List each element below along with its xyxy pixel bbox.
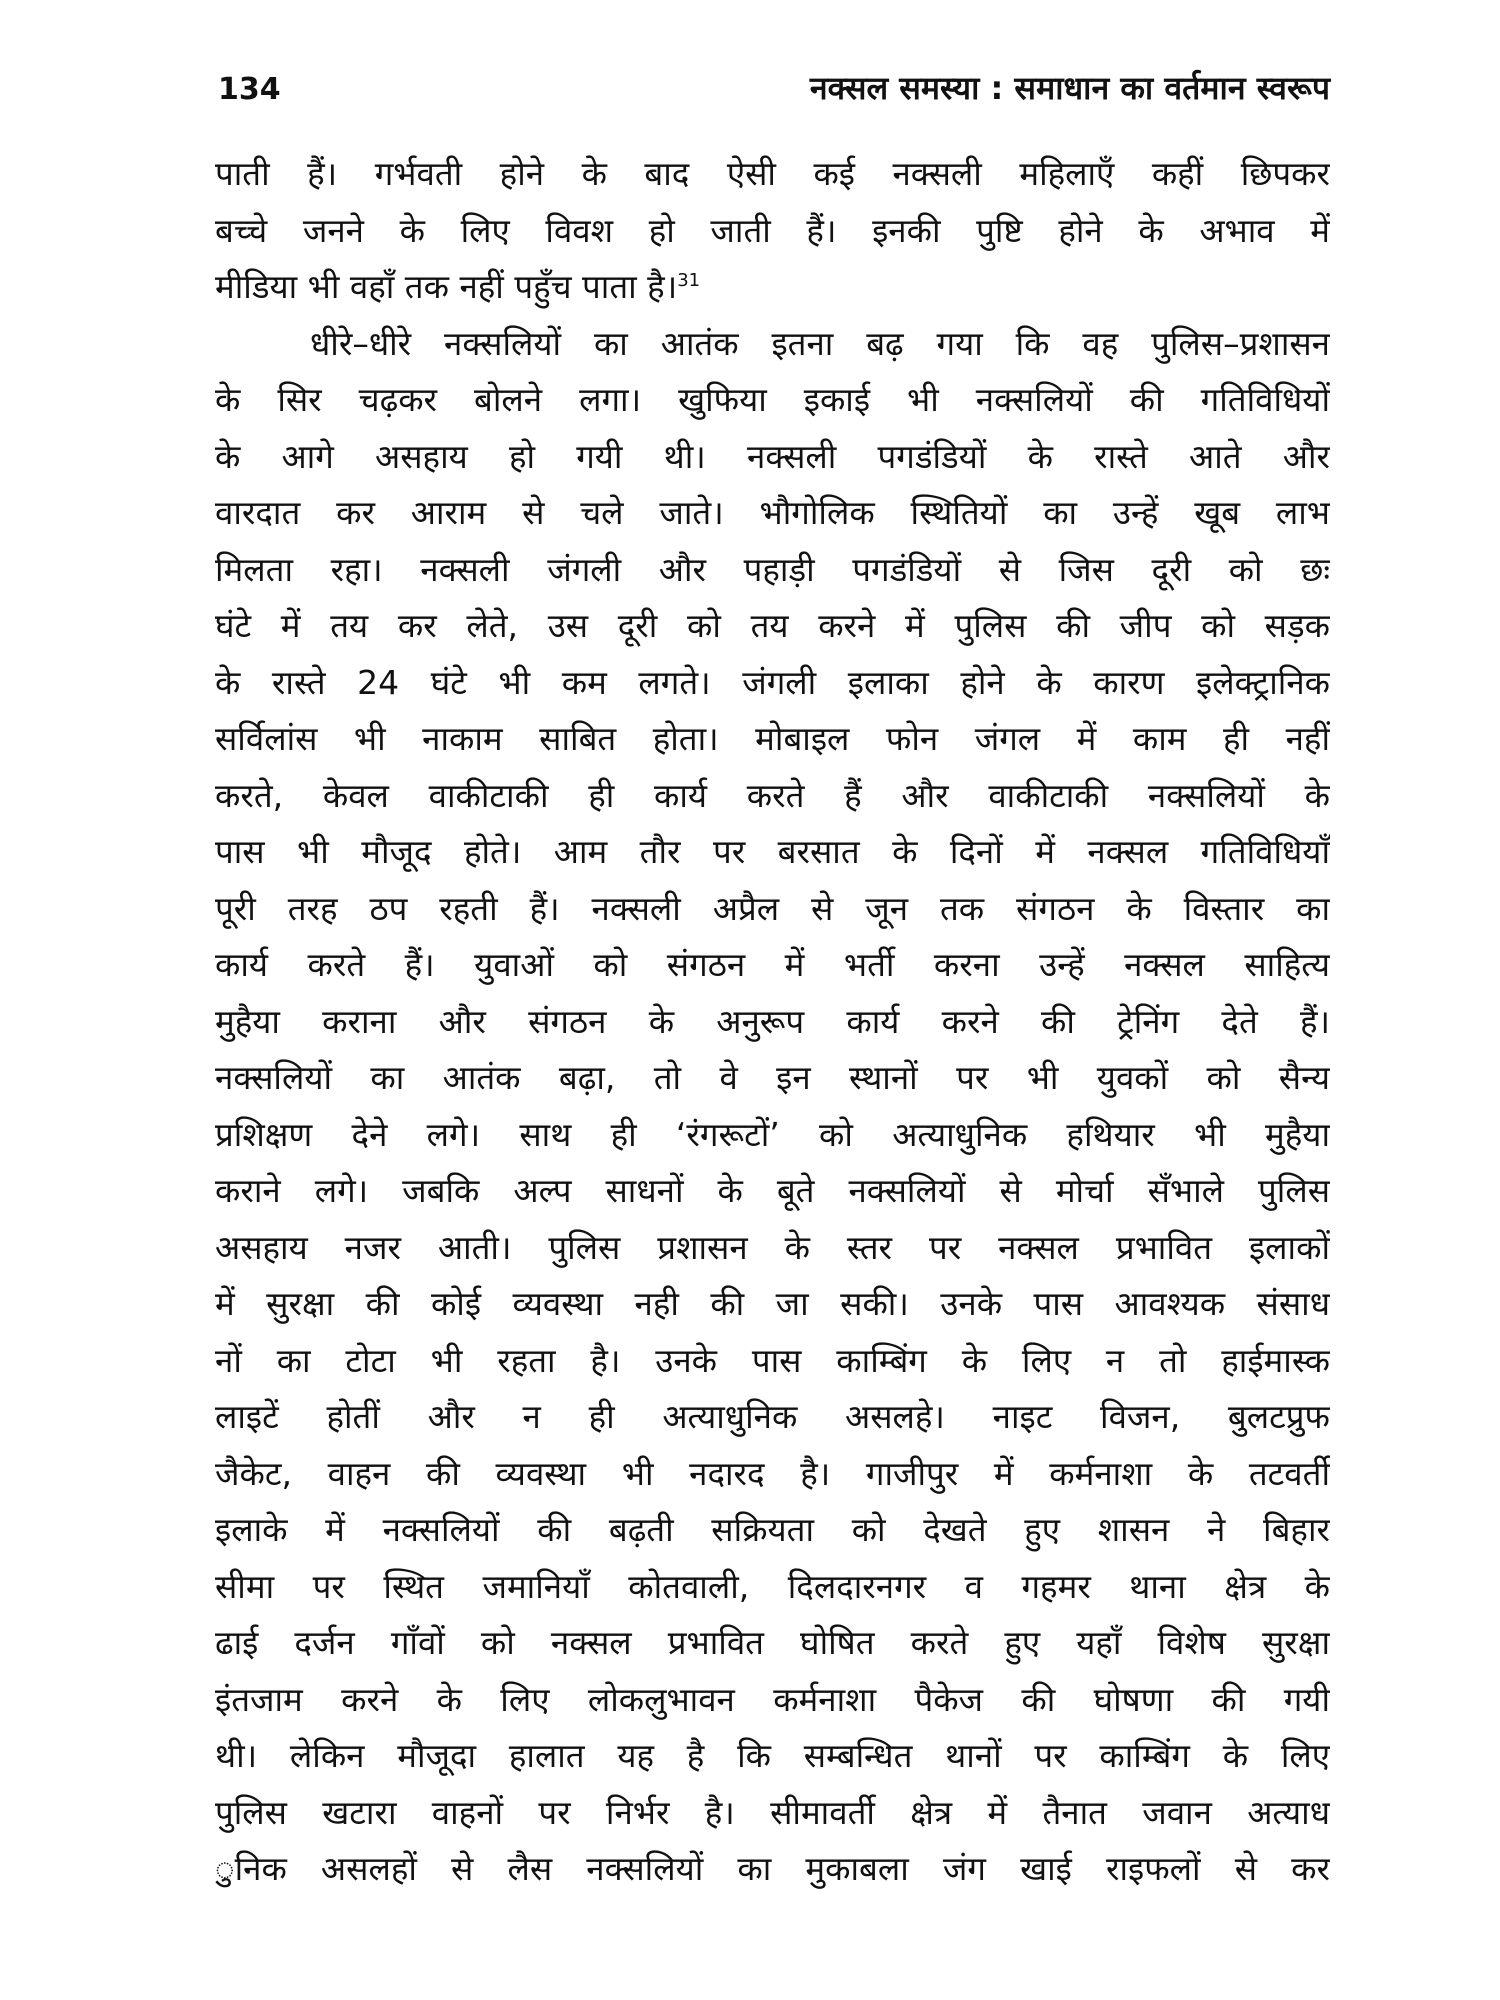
text-line: के आगे असहाय हो गयी थी। नक्सली पगडंडियों के रास्ते आते और [215, 436, 1330, 476]
text-line: घंटे में तय कर लेते, उस दूरी को तय करने में पुलिस की जीप को सड़क [215, 606, 1330, 645]
text-line: प्रशिक्षण देने लगे। साथ ही ‘रंगरूटों’ को अत्याधुनिक हथियार भी मुहैया [215, 1114, 1330, 1154]
text-line: पूरी तरह ठप रहती हैं। नक्सली अप्रैल से जून तक संगठन के विस्तार का [215, 888, 1330, 928]
text-line: इलाके में नक्सलियों की बढ़ती सक्रियता को देखते हुए शासन ने बिहार [215, 1510, 1330, 1549]
text-line: सीमा पर स्थित जमानियाँ कोतवाली, दिलदारनगर व गहमर थाना क्षेत्र के [215, 1566, 1330, 1606]
text-line: लाइटें होतीं और न ही अत्याधुनिक असलहे। नाइट विजन, बुलटप्रुफ [215, 1397, 1330, 1436]
text-line: जैकेट, वाहन की व्यवस्था भी नदारद है। गाजीपुर में कर्मनाशा के तटवर्ती [215, 1453, 1330, 1493]
page-number: 134 [218, 72, 281, 107]
text-line: थी। लेकिन मौजूदा हालात यह है कि सम्बन्धित थानों पर काम्बिंग के लिए [215, 1736, 1330, 1775]
text-line: सर्विलांस भी नाकाम साबित होता। मोबाइल फोन जंगल में काम ही नहीं [215, 719, 1330, 758]
text-line: पास भी मौजूद होते। आम तौर पर बरसात के दिनों में नक्सल गतिविधियाँ [215, 832, 1330, 871]
text-line: नों का टोटा भी रहता है। उनके पास काम्बिंग के लिए न तो हाईमास्क [215, 1340, 1330, 1380]
text-line: करते, केवल वाकीटाकी ही कार्य करते हैं और वाकीटाकी नक्सलियों के [215, 775, 1330, 815]
page-header [218, 66, 1330, 126]
text-line: कराने लगे। जबकि अल्प साधनों के बूते नक्सलियों से मोर्चा सँभाले पुलिस [215, 1171, 1330, 1210]
text-line: पुलिस खटारा वाहनों पर निर्भर है। सीमावर्ती क्षेत्र में तैनात जवान अत्याध [215, 1792, 1330, 1832]
text-line: मिलता रहा। नक्सली जंगली और पहाड़ी पगडंडियों से जिस दूरी को छः [215, 549, 1330, 589]
text-line: वारदात कर आराम से चले जाते। भौगोलिक स्थितियों का उन्हें खूब लाभ [215, 493, 1330, 532]
text-line: पाती हैं। गर्भवती होने के बाद ऐसी कई नक्सली महिलाएँ कहीं छिपकर [215, 154, 1330, 193]
text-line: बच्चे जनने के लिए विवश हो जाती हैं। इनकी पुष्टि होने के अभाव में [215, 210, 1330, 250]
text-line: इंतजाम करने के लिए लोकलुभावन कर्मनाशा पैकेज की घोषणा की गयी [215, 1679, 1330, 1719]
paragraph-2 [215, 316, 1330, 1898]
body-text [215, 146, 1330, 1898]
text-line: के सिर चढ़कर बोलने लगा। खुफिया इकाई भी नक्सलियों की गतिविधियों [215, 380, 1330, 419]
text-line: ढाई दर्जन गाँवों को नक्सल प्रभावित घोषित करते हुए यहाँ विशेष सुरक्षा [215, 1623, 1330, 1662]
footnote-reference[interactable]: 31 [677, 270, 701, 291]
text-line: मुहैया कराना और संगठन के अनुरूप कार्य करने की ट्रेनिंग देते हैं। [215, 1001, 1330, 1041]
text-line [215, 259, 1330, 316]
text-line: असहाय नजर आती। पुलिस प्रशासन के स्तर पर नक्सल प्रभावित इलाकों [215, 1227, 1330, 1267]
text-line: के रास्ते 24 घंटे भी कम लगते। जंगली इलाका होने के कारण इलेक्ट्रानिक [215, 662, 1330, 702]
text-line: धीरे–धीरे नक्सलियों का आतंक इतना बढ़ गया कि वह पुलिस–प्रशासन [310, 323, 1330, 363]
text-line: ुनिक असलहों से लैस नक्सलियों का मुकाबला जंग खाई राइफलों से कर [215, 1849, 1330, 1888]
text-line: नक्सलियों का आतंक बढ़ा, तो वे इन स्थानों पर भी युवकों को सैन्य [215, 1058, 1330, 1097]
running-title: नक्सल समस्या : समाधान का वर्तमान स्वरूप [809, 69, 1330, 107]
text-line: कार्य करते हैं। युवाओं को संगठन में भर्ती करना उन्हें नक्सल साहित्य [215, 945, 1330, 984]
text-line-content: मीडिया भी वहाँ तक नहीं पहुँच पाता है। [215, 267, 678, 306]
paragraph-1 [215, 146, 1330, 316]
text-line: में सुरक्षा की कोई व्यवस्था नही की जा सकी। उनके पास आवश्यक संसाध [215, 1284, 1330, 1323]
